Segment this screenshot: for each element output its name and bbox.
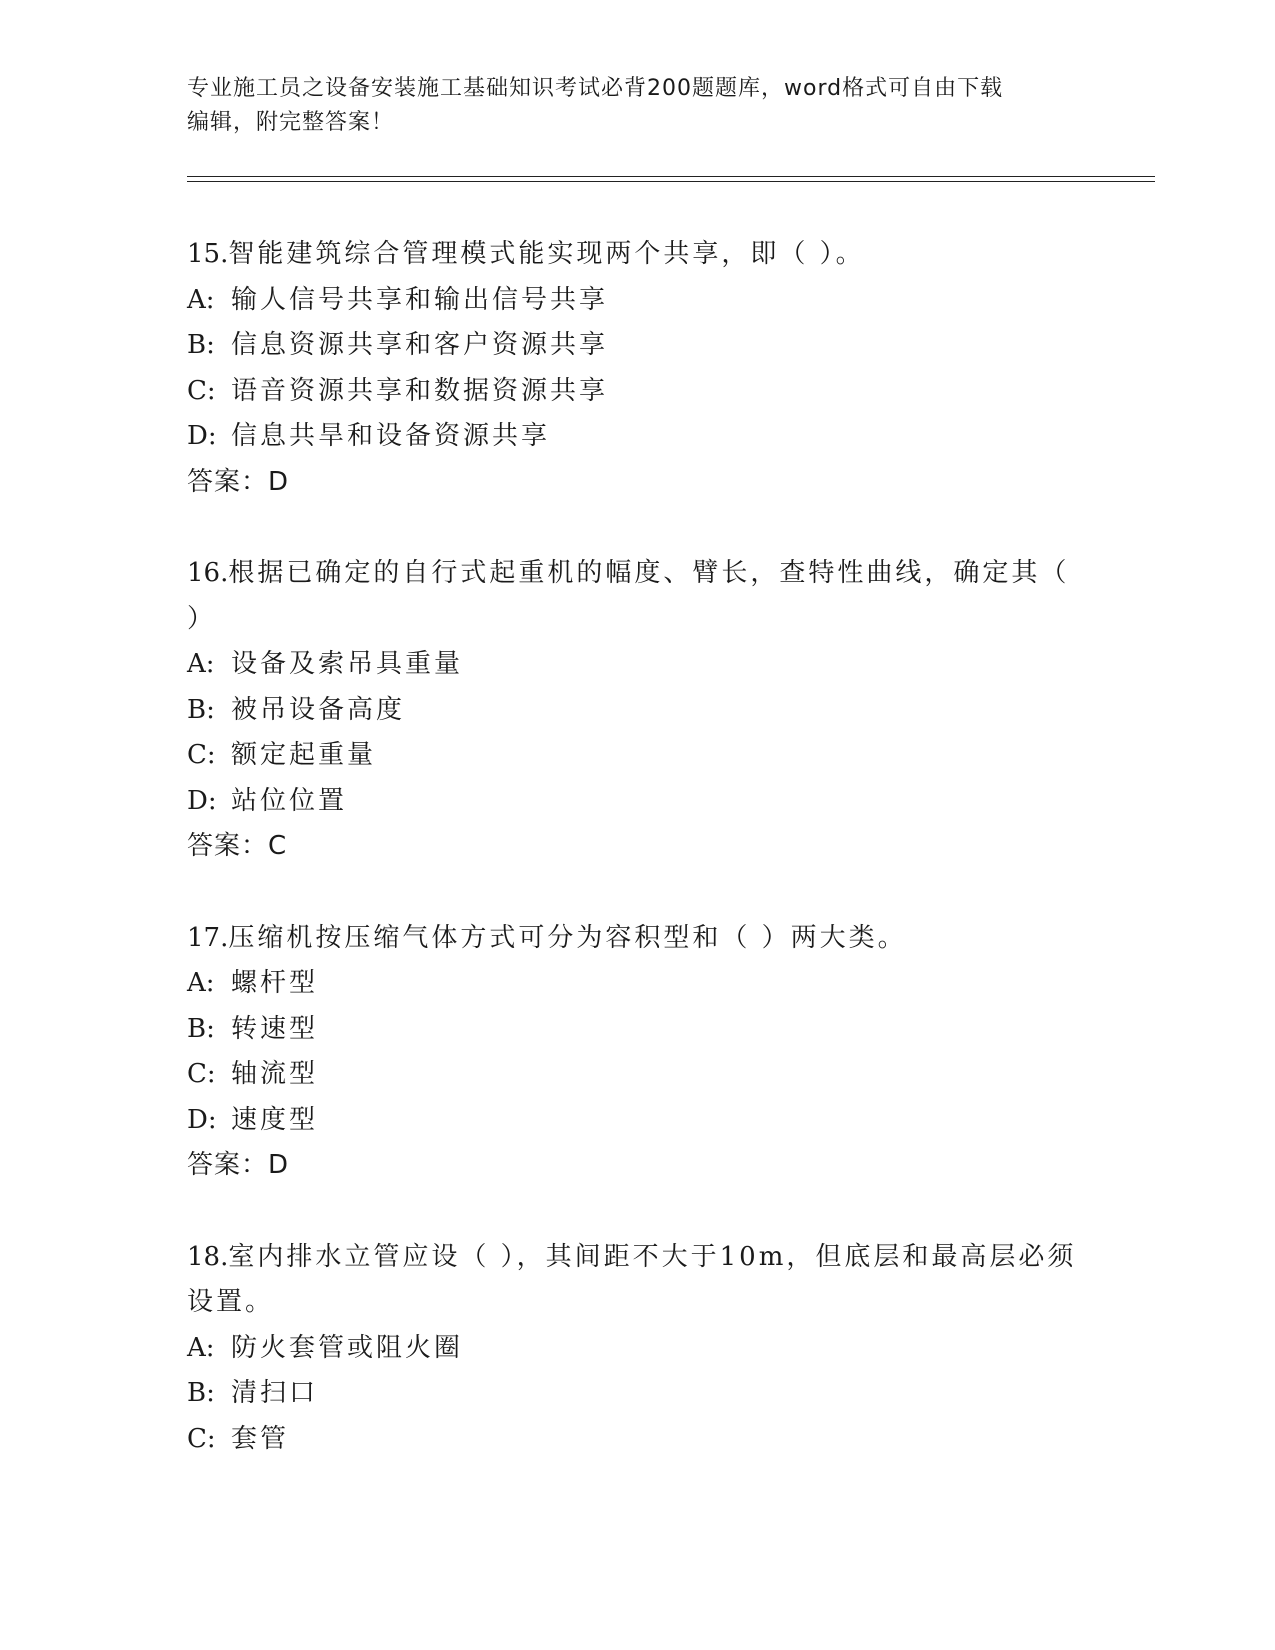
option-text: 防火套管或阻火圈: [231, 1332, 464, 1363]
option-c: [187, 733, 1087, 779]
option-letter: C:: [187, 1059, 216, 1089]
option-text: 语音资源共享和数据资源共享: [231, 375, 609, 406]
option-text: 被吊设备高度: [231, 694, 406, 725]
header-divider-bottom: [187, 181, 1155, 182]
option-d: [187, 414, 1087, 460]
option-text: 清扫口: [231, 1378, 319, 1408]
option-letter: C:: [187, 740, 216, 770]
option-b: [187, 1371, 1087, 1417]
option-d: [187, 1098, 1087, 1144]
answer: 答案：D: [187, 466, 290, 497]
question-text: 室内排水立管应设（ ），其间距不大于10m，但底层和最高层必须设置。: [187, 1241, 1077, 1317]
question-16: [187, 551, 1087, 870]
question-number: 18.: [187, 1241, 229, 1272]
option-c: [187, 1052, 1087, 1098]
option-text: 额定起重量: [231, 740, 377, 770]
option-text: 信息共旱和设备资源共享: [231, 421, 551, 451]
option-a: [187, 642, 1087, 688]
option-letter: A:: [187, 649, 215, 679]
option-b: [187, 323, 1087, 369]
option-letter: A:: [187, 284, 215, 315]
option-text: 信息资源共享和客户资源共享: [231, 330, 609, 360]
question-number: 16.: [187, 558, 229, 588]
option-d: [187, 779, 1087, 825]
option-letter: B:: [187, 1013, 215, 1044]
option-letter: B:: [187, 1378, 215, 1408]
option-a: [187, 1326, 1087, 1372]
option-text: 套管: [231, 1423, 290, 1454]
header-title-line-2: 编辑，附完整答案！: [187, 110, 395, 135]
option-letter: D:: [187, 421, 217, 451]
option-letter: D:: [187, 1104, 217, 1135]
option-b: [187, 1007, 1087, 1053]
question-text: 根据已确定的自行式起重机的幅度、臂长，查特性曲线，确定其（ ）: [187, 558, 1070, 634]
option-text: 设备及索吊具重量: [231, 649, 464, 679]
option-letter: B:: [187, 330, 215, 360]
question-15: [187, 232, 1087, 505]
option-a: [187, 278, 1087, 324]
option-text: 螺杆型: [231, 968, 319, 998]
question-stem: [187, 916, 1087, 962]
option-letter: A:: [187, 1332, 215, 1363]
question-number: 15.: [187, 239, 229, 269]
question-list: [187, 232, 1087, 1462]
question-stem: [187, 551, 1087, 642]
option-text: 转速型: [231, 1013, 319, 1044]
question-number: 17.: [187, 922, 229, 953]
option-c: [187, 1417, 1087, 1463]
option-letter: B:: [187, 694, 215, 725]
option-letter: C:: [187, 375, 216, 406]
option-b: [187, 688, 1087, 734]
header-title-line-1: 专业施工员之设备安装施工基础知识考试必背200题题库，word格式可自由下载: [187, 76, 1004, 101]
answer: 答案：C: [187, 831, 288, 861]
option-letter: D:: [187, 785, 217, 816]
question-text: 压缩机按压缩气体方式可分为容积型和（ ）两大类。: [228, 922, 907, 953]
question-text: 智能建筑综合管理模式能实现两个共享，即（ ）。: [228, 239, 865, 269]
option-text: 轴流型: [231, 1059, 319, 1089]
question-stem: [187, 232, 1087, 278]
option-c: [187, 369, 1087, 415]
option-text: 速度型: [231, 1104, 319, 1135]
document-header: [187, 72, 1087, 140]
option-letter: C:: [187, 1423, 216, 1454]
question-18: [187, 1235, 1087, 1463]
question-17: [187, 916, 1087, 1189]
answer: 答案：D: [187, 1150, 290, 1180]
option-text: 输人信号共享和输出信号共享: [231, 284, 609, 315]
option-letter: A:: [187, 968, 215, 998]
option-text: 站位位置: [231, 785, 348, 816]
option-a: [187, 961, 1087, 1007]
question-stem: [187, 1235, 1087, 1326]
header-divider-top: [187, 176, 1155, 177]
